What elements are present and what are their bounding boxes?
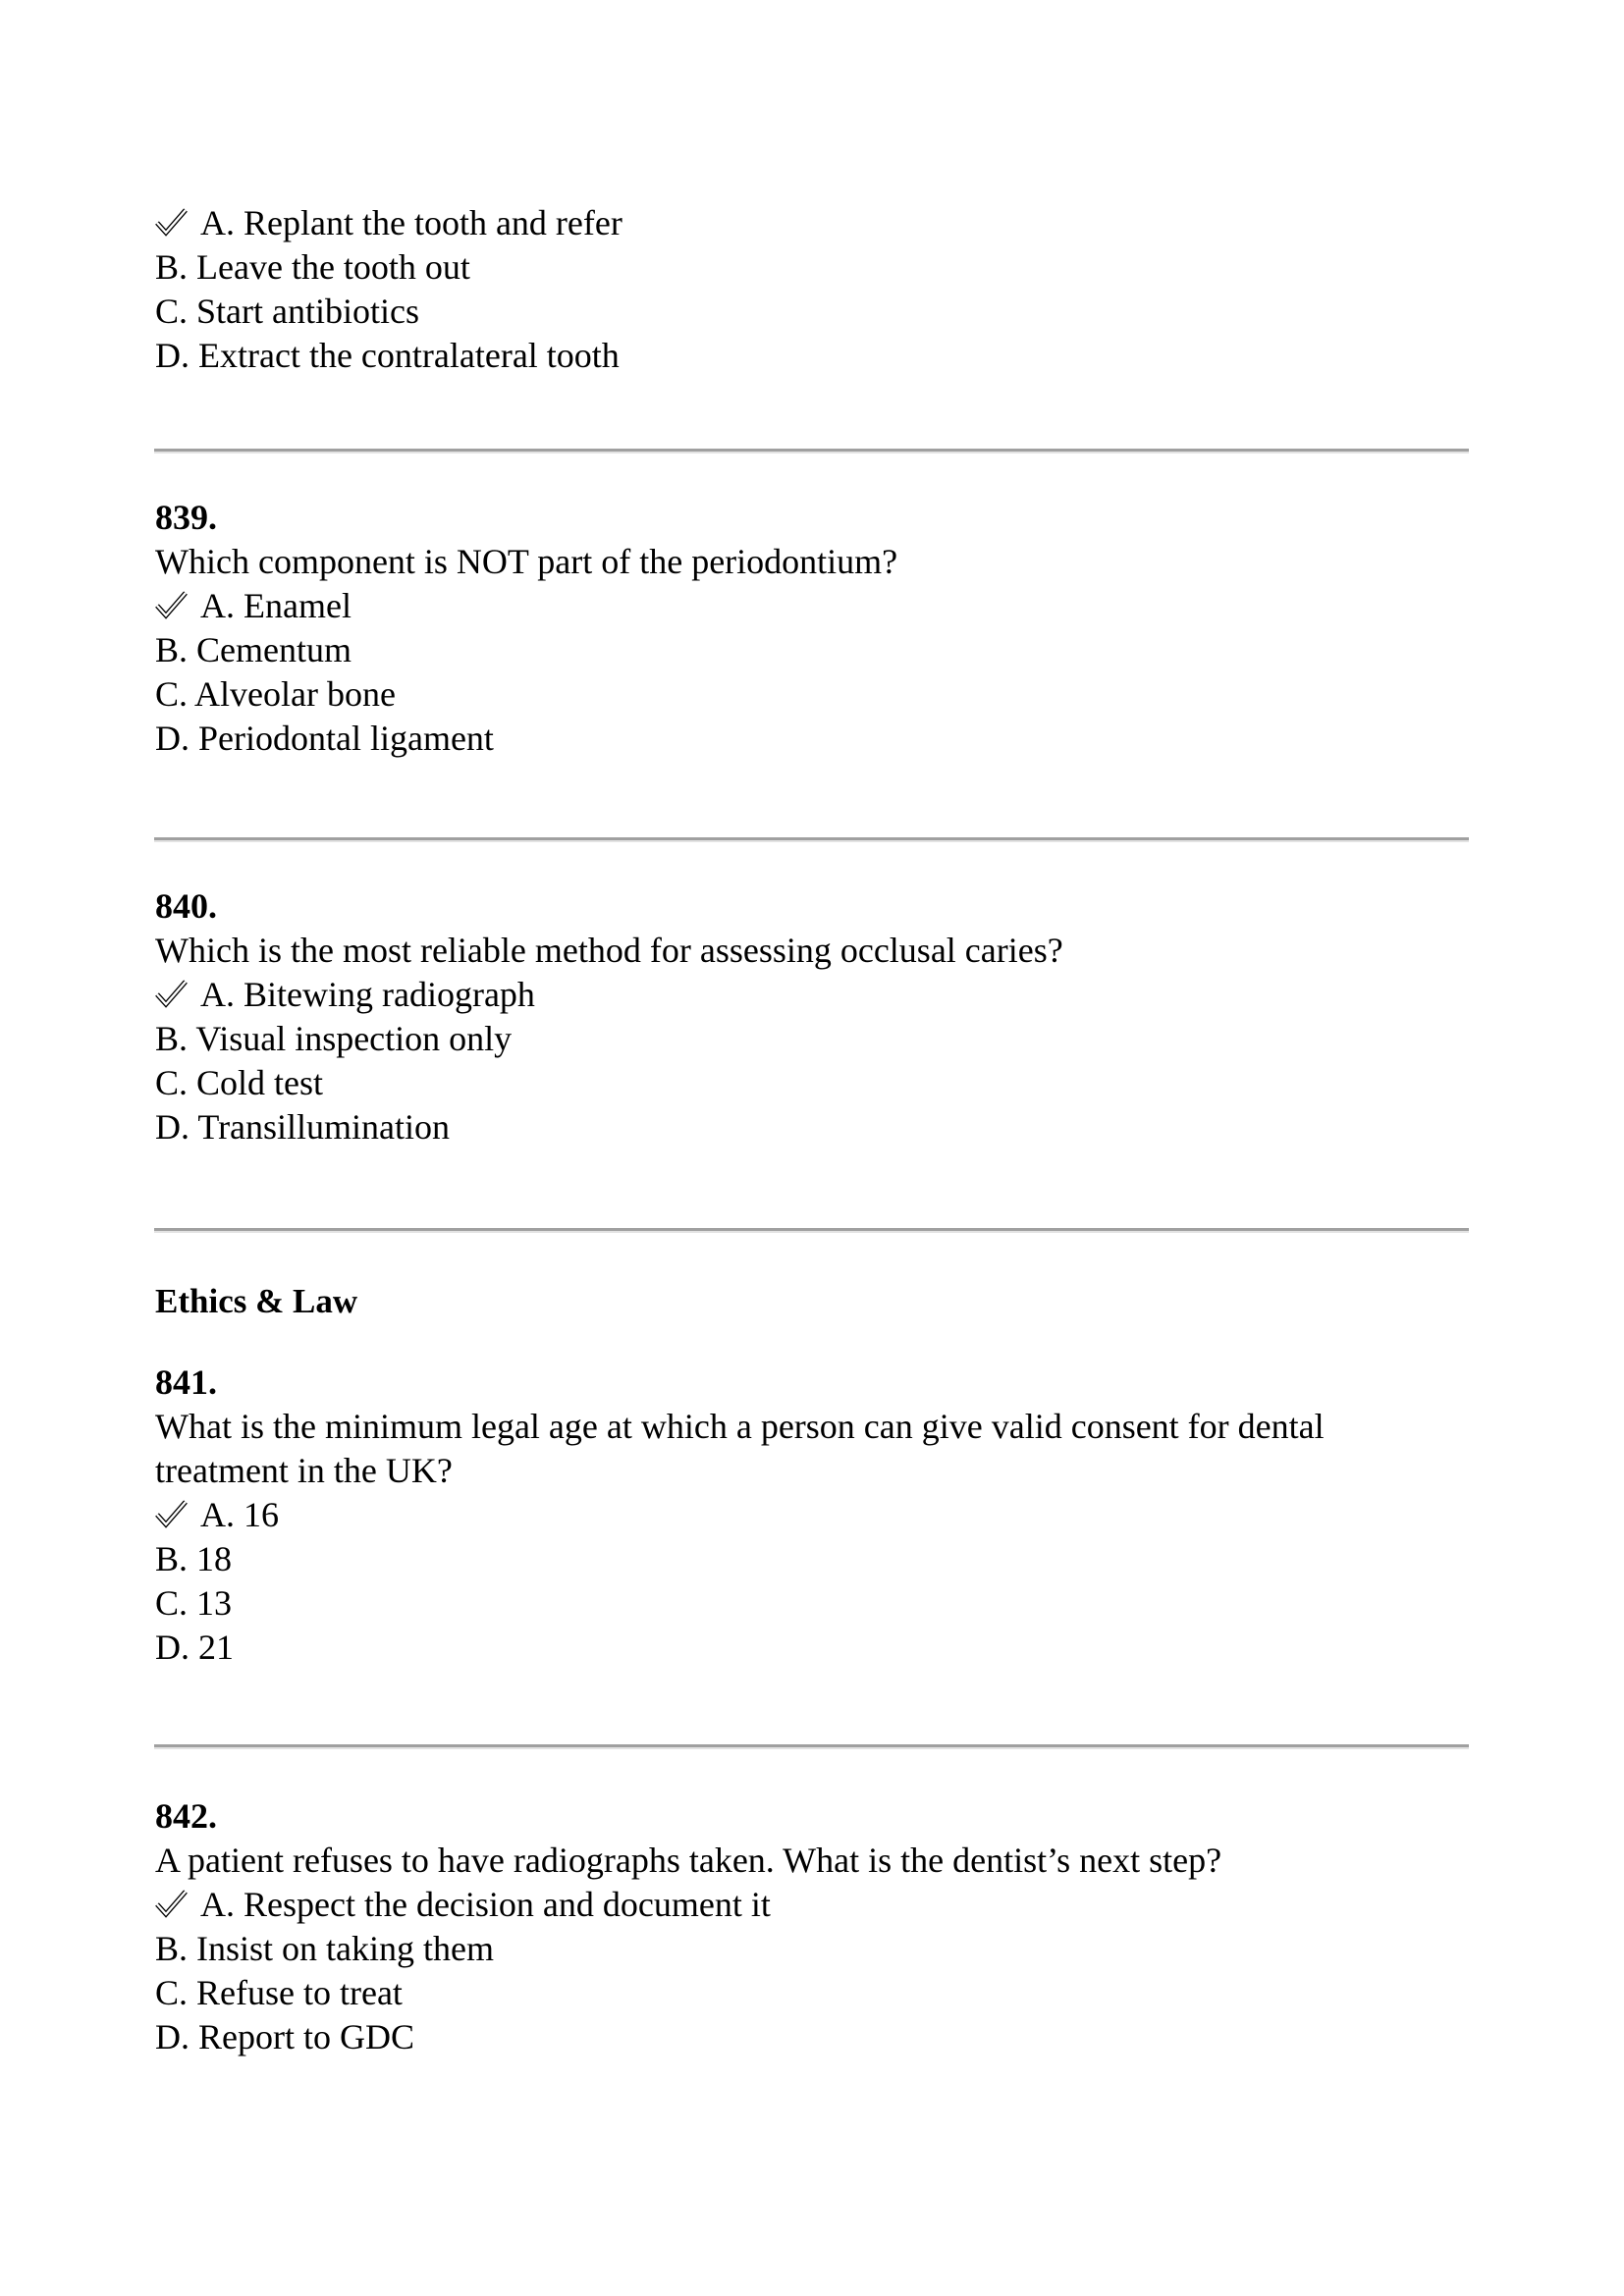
check-outline-icon [155, 207, 189, 237]
question-text: Which is the most reliable method for assessing occlusal caries? [155, 931, 1063, 970]
option-b: B. 18 [155, 1539, 233, 1578]
option-a-correct [155, 1493, 279, 1537]
option-a-correct [155, 1883, 771, 1927]
question-number: 839. [155, 498, 217, 537]
question-text: A patient refuses to have radiographs taken. What is the dentist’s next step? [155, 1841, 1222, 1880]
question-text: Which component is NOT part of the periodontium? [155, 542, 898, 581]
option-text: A. Respect the decision and document it [200, 1885, 771, 1924]
option-d: D. Report to GDC [155, 2017, 414, 2056]
option-d: D. 21 [155, 1628, 234, 1667]
divider [154, 837, 1469, 842]
option-a-correct [155, 584, 352, 628]
divider [154, 1228, 1469, 1233]
question-text-line-1: What is the minimum legal age at which a person can give valid consent for dental [155, 1407, 1325, 1446]
divider [154, 1744, 1469, 1749]
check-outline-icon [155, 979, 189, 1008]
option-d: D. Transillumination [155, 1107, 451, 1147]
option-text: A. Enamel [200, 586, 352, 625]
option-c: C. Start antibiotics [155, 292, 419, 331]
question-number: 840. [155, 886, 217, 926]
check-outline-icon [155, 590, 189, 619]
option-a-correct [155, 201, 623, 245]
question-number: 841. [155, 1362, 217, 1402]
divider [154, 449, 1469, 454]
option-b: B. Cementum [155, 630, 352, 669]
option-b: B. Insist on taking them [155, 1929, 494, 1968]
option-c: C. 13 [155, 1583, 233, 1623]
option-c: C. Refuse to treat [155, 1973, 403, 2012]
question-text-line-2: treatment in the UK? [155, 1451, 453, 1490]
section-heading: Ethics & Law [155, 1282, 358, 1320]
option-d: D. Extract the contralateral tooth [155, 336, 620, 375]
option-c: C. Cold test [155, 1063, 324, 1102]
check-outline-icon [155, 1889, 189, 1918]
option-text: A. 16 [200, 1495, 279, 1534]
option-a-correct [155, 973, 535, 1017]
option-text: A. Replant the tooth and refer [200, 203, 623, 242]
option-c: C. Alveolar bone [155, 674, 396, 714]
option-b: B. Visual inspection only [155, 1019, 513, 1058]
check-outline-icon [155, 1499, 189, 1528]
question-number: 842. [155, 1796, 217, 1836]
option-b: B. Leave the tooth out [155, 247, 470, 287]
option-d: D. Periodontal ligament [155, 719, 494, 758]
option-text: A. Bitewing radiograph [200, 975, 535, 1014]
